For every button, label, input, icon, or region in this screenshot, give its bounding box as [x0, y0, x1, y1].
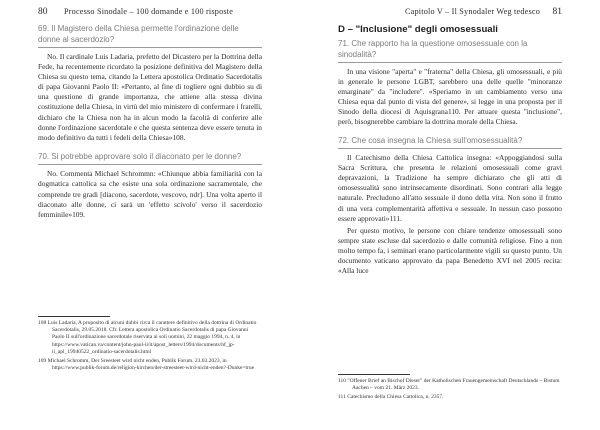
- section-heading: D – "Inclusione" degli omosessuali: [338, 24, 498, 35]
- left-running-header: [38, 5, 262, 19]
- right-footnote-rule: [338, 374, 410, 375]
- right-footnotes: [338, 378, 562, 404]
- right-running-header: [338, 5, 562, 19]
- question-70: 70. Si potrebbe approvare solo il diaconato per le donne?: [38, 152, 262, 166]
- footnote-109: 109 Michael Schromm, Der Sreesteet wird nicht enden, Publik Forum. 23.03.2023, in https://www.publik-forum.de/religion-kirchen/der-streesteet-wird-nicht-enden?-Dunke=true: [38, 358, 255, 372]
- left-running-head: Processo Sinodale – 100 domande e 100 risposte: [64, 7, 234, 16]
- footnote-110: 110 "Offener Brief an Bischof Dieser" der Katholischen Frauengemeinschaft Deutschlands – Bistum Aachen – vom 21. März 2023.: [338, 378, 560, 392]
- left-body: [38, 24, 262, 222]
- left-footnote-rule: [38, 316, 110, 317]
- left-footnotes: [38, 320, 262, 374]
- answer-69: No. Il cardinale Luis Ladaria, prefetto del Dicastero per la Dottrina della Fede, ha recentemente ricordato la posizione definitiva del Magistero della Chiesa su questo tema, citando la Lettera apostolica Ordinatio Sacerdotalis di papa Giovanni Paolo II: «Pertanto, al fine di togliere ogni dubbio su di una questione di grande importanza, che attiene alla stessa divina costituzione della Chiesa, in virtù del mio ministero di confermare i fratelli, dichiaro che la Chiesa non ha in alcun modo la facoltà di conferire alle donne l'ordinazione sacerdotale e che questa sentenza deve essere tenuta in modo definitivo da tutti i fedeli della Chiesa»108.: [38, 52, 262, 142]
- question-71: 71. Che rapporto ha la questione omosessuale con la sinodalità?: [338, 39, 562, 63]
- question-72: 72. Che cosa insegna la Chiesa sull'omosessualità?: [338, 136, 562, 150]
- right-page-number: 81: [552, 7, 562, 17]
- question-69: 69. Il Magistero della Chiesa permette l'ordinazione delle donne al sacerdozio?: [38, 24, 262, 48]
- answer-72-part-2: Per questo motivo, le persone con chiare tendenze omosessuali sono sempre state escluse dal sacerdozio e dalle comunità religiose. Fino a non molto tempo fa, i seminari erano particolarmente vigili su questo punto. Un documento vaticano approvato da papa Benedetto XVI nel 2005 recita: «Alla luce: [338, 225, 562, 276]
- right-body: [338, 24, 562, 278]
- footnote-108: 108 Luis Ladaria, A proposito di alcuni dubbi circa il carattere definitivo della dottrina di Ordinatio Sacerdotalis, 29.05.2018. Cfr. Lettera apostolica Ordinatio Sacerdotalis di papa Giovanni Paolo II sull'ordinazione sacerdotale riservata ai soli uomini, 22 maggio 1994, n. 4, in https://www.vatican.va/content/john-paul-ii/it/apost_letters/1994/documents/hf_jp-ii_apl_19940522_ordinatio-sacerdotalis.html: [38, 320, 257, 355]
- left-page-number: 80: [38, 7, 48, 17]
- footnote-111: 111 Catechismo della Chiesa Cattolica, n. 2357.: [338, 394, 444, 401]
- answer-72-part-1: Il Catechismo della Chiesa Cattolica insegna: «Appoggiandosi sulla Sacra Scrittura, che presenta le relazioni omosessuali come gravi depravazioni, la Tradizione ha sempre dichiarato che gli atti di omosessualità sono intrinsecamente disordinati. Sono contrari alla legge naturale. Precludono all'atto sessuale il dono della vita. Non sono il frutto di una vera complementarità affettiva e sessuale. In nessun caso possono essere approvati»111.: [338, 153, 562, 223]
- right-running-head: Capitolo V – Il Synodaler Weg tedesco: [405, 7, 540, 16]
- answer-70: No. Commenta Michael Schrommn: «Chiunque abbia familiarità con la dogmatica cattolica sa che esiste una sola ordinazione sacramentale, che comprende tre gradi [diacono, sacerdote, vescovo, ndr]. Una volta aperto il diaconato alle donne, ci sarà un 'effetto scivolo' verso il sacerdozio femminile»109.: [38, 169, 262, 219]
- right-page: [300, 0, 600, 430]
- answer-71: In una visione "aperta" e "fraterna" della Chiesa, gli omosessuali, e più in generale le persone LGBT, sarebbero una delle quelle "minoranze emarginate" da "includere". «Speriamo in un cambiamento verso una Chiesa equa dal punto di vista del genere», si legge in una proposta per il Sinodo della diocesi di Aquisgrana110. Per attuare questa "inclusione", però, bisognerebbe cambiare la dottrina morale della Chiesa.: [338, 67, 562, 127]
